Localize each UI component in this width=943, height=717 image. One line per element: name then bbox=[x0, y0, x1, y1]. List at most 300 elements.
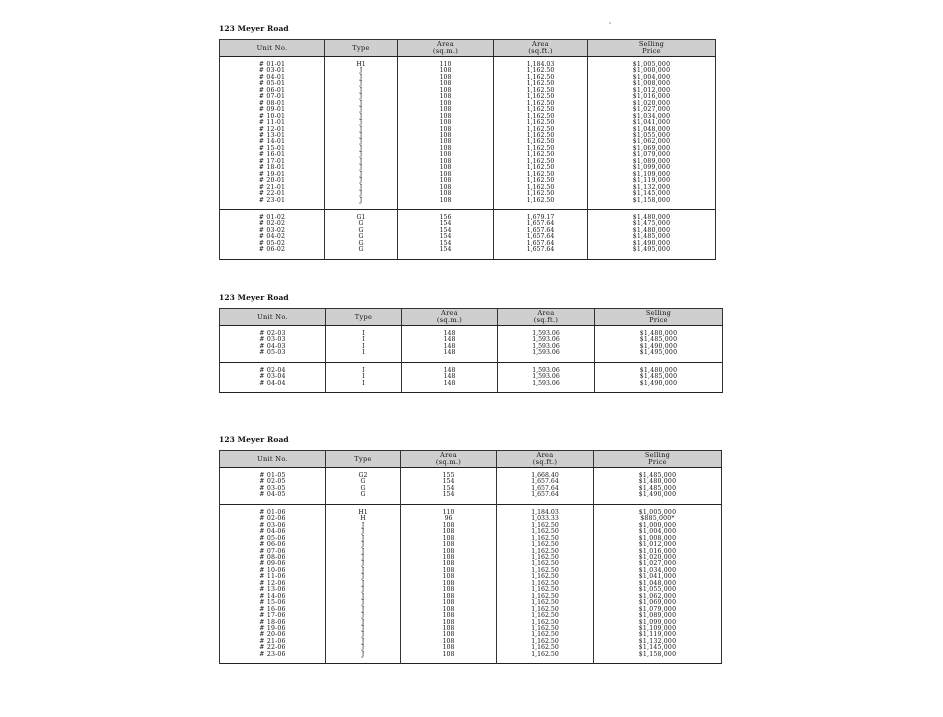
cell-price: $1,485,000 bbox=[594, 486, 722, 492]
cell-unit: # 02-03 bbox=[220, 331, 326, 337]
cell-area-sqft: 1,162.50 bbox=[497, 620, 594, 626]
cell-price: $1,480,000 bbox=[588, 228, 716, 234]
cell-unit: # 06-02 bbox=[220, 247, 325, 253]
cell-area-sqft: 1,679.17 bbox=[494, 215, 588, 221]
cell-type: I bbox=[326, 374, 402, 380]
cell-price: $1,062,000 bbox=[594, 594, 722, 600]
cell-type: J bbox=[325, 68, 398, 74]
cell-area-sqft: 1,162.50 bbox=[494, 152, 588, 158]
cell-area-sqm: 108 bbox=[398, 114, 494, 120]
cell-type: J bbox=[325, 114, 398, 120]
cell-area-sqm: 108 bbox=[401, 568, 497, 574]
cell-type: J bbox=[325, 127, 398, 133]
table-header-row bbox=[220, 451, 722, 468]
cell-unit: # 15-01 bbox=[220, 146, 325, 152]
cell-type: G bbox=[325, 228, 398, 234]
cell-area-sqm: 154 bbox=[398, 228, 494, 234]
cell-unit: # 13-06 bbox=[220, 587, 326, 593]
cell-unit: # 01-05 bbox=[220, 473, 326, 479]
cell-price: $1,485,000 bbox=[595, 374, 723, 380]
cell-price: $1,005,000 bbox=[594, 510, 722, 516]
cell-area-sqft: 1,593.06 bbox=[498, 374, 595, 380]
cell-price: $1,158,000 bbox=[588, 198, 716, 204]
cell-type: J bbox=[326, 600, 401, 606]
cell-price: $1,041,000 bbox=[594, 574, 722, 580]
cell-area-sqm: 108 bbox=[401, 581, 497, 587]
cell-type: J bbox=[325, 139, 398, 145]
header-area-sqft: Area (sq.ft.) bbox=[497, 451, 594, 468]
cell-area-sqft: 1,657.64 bbox=[497, 486, 594, 492]
cell-price: $1,089,000 bbox=[594, 613, 722, 619]
cell-type: I bbox=[326, 337, 402, 343]
cell-price: $1,132,000 bbox=[588, 185, 716, 191]
cell-area-sqft: 1,162.50 bbox=[494, 185, 588, 191]
cell-price: $1,132,000 bbox=[594, 639, 722, 645]
section-title-3: 123 Meyer Road bbox=[219, 435, 289, 444]
cell-price: $1,055,000 bbox=[588, 133, 716, 139]
cell-unit: # 07-01 bbox=[220, 94, 325, 100]
cell-area-sqft: 1,657.64 bbox=[494, 221, 588, 227]
cell-price: $1,048,000 bbox=[588, 127, 716, 133]
header-area-sqft: Area (sq.ft.) bbox=[494, 40, 588, 57]
cell-area-sqm: 108 bbox=[398, 139, 494, 145]
spacer-cell bbox=[220, 254, 325, 260]
header-area-sqm: Area (sq.m.) bbox=[398, 40, 494, 57]
cell-type: J bbox=[325, 178, 398, 184]
cell-area-sqm: 108 bbox=[401, 529, 497, 535]
cell-unit: # 01-01 bbox=[220, 62, 325, 68]
cell-price: $1,109,000 bbox=[588, 172, 716, 178]
cell-area-sqft: 1,162.50 bbox=[494, 107, 588, 113]
header-selling-price: Selling Price bbox=[595, 309, 723, 326]
cell-area-sqft: 1,593.06 bbox=[498, 344, 595, 350]
cell-type: H bbox=[326, 516, 401, 522]
cell-price: $1,490,000 bbox=[594, 492, 722, 498]
cell-area-sqm: 154 bbox=[401, 486, 497, 492]
cell-area-sqft: 1,162.50 bbox=[497, 581, 594, 587]
spacer-cell bbox=[325, 254, 398, 260]
cell-type: G2 bbox=[326, 473, 401, 479]
cell-price: $1,490,000 bbox=[595, 381, 723, 387]
cell-area-sqm: 108 bbox=[401, 542, 497, 548]
cell-area-sqm: 108 bbox=[401, 620, 497, 626]
cell-unit: # 04-01 bbox=[220, 75, 325, 81]
cell-area-sqft: 1,162.50 bbox=[494, 120, 588, 126]
cell-type: J bbox=[325, 120, 398, 126]
cell-area-sqm: 108 bbox=[401, 639, 497, 645]
cell-price: $1,027,000 bbox=[588, 107, 716, 113]
cell-price: $1,475,000 bbox=[588, 221, 716, 227]
cell-area-sqm: 96 bbox=[401, 516, 497, 522]
cell-unit: # 06-06 bbox=[220, 542, 326, 548]
cell-unit: # 23-01 bbox=[220, 198, 325, 204]
cell-type: G bbox=[325, 221, 398, 227]
cell-unit: # 03-04 bbox=[220, 374, 326, 380]
cell-price: $1,145,000 bbox=[588, 191, 716, 197]
cell-type: J bbox=[325, 88, 398, 94]
cell-area-sqm: 108 bbox=[401, 523, 497, 529]
cell-unit: # 02-04 bbox=[220, 368, 326, 374]
cell-unit: # 19-06 bbox=[220, 626, 326, 632]
cell-price: $1,069,000 bbox=[588, 146, 716, 152]
cell-type: J bbox=[325, 107, 398, 113]
cell-price: $1,490,000 bbox=[595, 344, 723, 350]
cell-area-sqft: 1,184.03 bbox=[497, 510, 594, 516]
group-spacer bbox=[220, 658, 722, 664]
group-spacer bbox=[220, 254, 716, 260]
cell-area-sqm: 108 bbox=[398, 159, 494, 165]
cell-area-sqft: 1,657.64 bbox=[497, 479, 594, 485]
cell-type: J bbox=[325, 75, 398, 81]
cell-area-sqm: 108 bbox=[398, 68, 494, 74]
cell-type: J bbox=[326, 626, 401, 632]
cell-area-sqft: 1,162.50 bbox=[494, 114, 588, 120]
cell-area-sqm: 108 bbox=[401, 555, 497, 561]
cell-area-sqft: 1,657.64 bbox=[494, 247, 588, 253]
cell-unit: # 02-06 bbox=[220, 516, 326, 522]
cell-type: J bbox=[326, 549, 401, 555]
cell-area-sqm: 108 bbox=[398, 146, 494, 152]
spacer-cell bbox=[398, 254, 494, 260]
cell-area-sqm: 108 bbox=[401, 613, 497, 619]
cell-unit: # 12-01 bbox=[220, 127, 325, 133]
spacer-cell bbox=[594, 658, 722, 664]
cell-area-sqm: 154 bbox=[398, 247, 494, 253]
header-type: Type bbox=[326, 451, 401, 468]
cell-area-sqm: 108 bbox=[398, 178, 494, 184]
cell-price: $1,158,000 bbox=[594, 652, 722, 658]
spacer-cell bbox=[595, 387, 723, 393]
cell-area-sqft: 1,162.50 bbox=[494, 88, 588, 94]
cell-price: $1,034,000 bbox=[594, 568, 722, 574]
cell-unit: # 04-05 bbox=[220, 492, 326, 498]
cell-area-sqm: 108 bbox=[401, 594, 497, 600]
cell-area-sqft: 1,593.06 bbox=[498, 350, 595, 356]
cell-area-sqm: 108 bbox=[398, 133, 494, 139]
cell-unit: # 21-06 bbox=[220, 639, 326, 645]
cell-area-sqft: 1,162.50 bbox=[497, 607, 594, 613]
cell-type: H1 bbox=[326, 510, 401, 516]
cell-price: $1,020,000 bbox=[594, 555, 722, 561]
header-unit-no: Unit No. bbox=[220, 309, 326, 326]
spacer-cell bbox=[220, 658, 326, 664]
cell-area-sqm: 156 bbox=[398, 215, 494, 221]
cell-area-sqm: 148 bbox=[402, 374, 498, 380]
cell-type: J bbox=[326, 574, 401, 580]
header-area-sqm: Area (sq.m.) bbox=[402, 309, 498, 326]
cell-area-sqft: 1,162.50 bbox=[494, 139, 588, 145]
spacer-cell bbox=[498, 387, 595, 393]
cell-price: $1,119,000 bbox=[594, 632, 722, 638]
cell-type: I bbox=[326, 368, 402, 374]
cell-price: $1,069,000 bbox=[594, 600, 722, 606]
cell-unit: # 03-06 bbox=[220, 523, 326, 529]
cell-type: G bbox=[325, 247, 398, 253]
cell-unit: # 09-01 bbox=[220, 107, 325, 113]
cell-area-sqm: 108 bbox=[398, 185, 494, 191]
cell-area-sqm: 108 bbox=[401, 607, 497, 613]
cell-unit: # 04-03 bbox=[220, 344, 326, 350]
cell-type: J bbox=[326, 581, 401, 587]
cell-area-sqft: 1,162.50 bbox=[494, 101, 588, 107]
cell-unit: # 23-06 bbox=[220, 652, 326, 658]
cell-area-sqm: 108 bbox=[398, 127, 494, 133]
spacer-cell bbox=[326, 387, 402, 393]
cell-area-sqft: 1,162.50 bbox=[497, 645, 594, 651]
price-table-1 bbox=[219, 39, 716, 260]
cell-type: G bbox=[326, 479, 401, 485]
cell-area-sqft: 1,162.50 bbox=[497, 523, 594, 529]
cell-unit: # 04-02 bbox=[220, 234, 325, 240]
cell-area-sqm: 108 bbox=[398, 152, 494, 158]
cell-area-sqm: 148 bbox=[402, 350, 498, 356]
spacer-cell bbox=[497, 658, 594, 664]
cell-unit: # 17-01 bbox=[220, 159, 325, 165]
cell-type: G bbox=[326, 492, 401, 498]
cell-area-sqm: 108 bbox=[401, 645, 497, 651]
cell-area-sqft: 1,162.50 bbox=[494, 159, 588, 165]
cell-area-sqft: 1,162.50 bbox=[497, 652, 594, 658]
cell-unit: # 05-03 bbox=[220, 350, 326, 356]
cell-price: $1,041,000 bbox=[588, 120, 716, 126]
cell-price: $1,020,000 bbox=[588, 101, 716, 107]
cell-type: J bbox=[326, 594, 401, 600]
cell-price: $1,000,000 bbox=[588, 68, 716, 74]
cell-area-sqm: 108 bbox=[401, 587, 497, 593]
header-area-sqm: Area (sq.m.) bbox=[401, 451, 497, 468]
cell-type: J bbox=[325, 133, 398, 139]
cell-unit: # 10-06 bbox=[220, 568, 326, 574]
cell-unit: # 09-06 bbox=[220, 561, 326, 567]
header-unit-no: Unit No. bbox=[220, 451, 326, 468]
cell-area-sqm: 148 bbox=[402, 331, 498, 337]
cell-area-sqft: 1,593.06 bbox=[498, 337, 595, 343]
cell-type: J bbox=[326, 632, 401, 638]
cell-area-sqft: 1,162.50 bbox=[494, 172, 588, 178]
group-spacer bbox=[220, 387, 723, 393]
cell-type: J bbox=[326, 587, 401, 593]
cell-type: G bbox=[325, 234, 398, 240]
cell-unit: # 02-02 bbox=[220, 221, 325, 227]
cell-type: H1 bbox=[325, 62, 398, 68]
cell-price: $1,485,000 bbox=[595, 337, 723, 343]
cell-area-sqft: 1,162.50 bbox=[497, 536, 594, 542]
cell-unit: # 15-06 bbox=[220, 600, 326, 606]
cell-area-sqm: 108 bbox=[398, 191, 494, 197]
cell-area-sqm: 154 bbox=[401, 479, 497, 485]
cell-area-sqft: 1,162.50 bbox=[497, 574, 594, 580]
cell-type: J bbox=[325, 101, 398, 107]
cell-price: $1,109,000 bbox=[594, 626, 722, 632]
cell-area-sqm: 155 bbox=[401, 473, 497, 479]
cell-area-sqm: 108 bbox=[398, 75, 494, 81]
header-area-sqft: Area (sq.ft.) bbox=[498, 309, 595, 326]
cell-type: J bbox=[326, 523, 401, 529]
cell-unit: # 10-01 bbox=[220, 114, 325, 120]
cell-area-sqft: 1,162.50 bbox=[497, 568, 594, 574]
cell-type: J bbox=[326, 555, 401, 561]
cell-area-sqm: 108 bbox=[401, 652, 497, 658]
cell-area-sqft: 1,162.50 bbox=[497, 555, 594, 561]
cell-area-sqm: 148 bbox=[402, 368, 498, 374]
cell-area-sqft: 1,657.64 bbox=[494, 241, 588, 247]
header-selling-price: Selling Price bbox=[588, 40, 716, 57]
cell-area-sqft: 1,162.50 bbox=[494, 146, 588, 152]
cell-area-sqft: 1,162.50 bbox=[494, 81, 588, 87]
cell-price: $1,008,000 bbox=[594, 536, 722, 542]
cell-area-sqft: 1,162.50 bbox=[497, 613, 594, 619]
cell-price: $1,004,000 bbox=[594, 529, 722, 535]
cell-area-sqft: 1,184.03 bbox=[494, 62, 588, 68]
cell-unit: # 11-01 bbox=[220, 120, 325, 126]
table-header-row bbox=[220, 40, 716, 57]
cell-price: $1,034,000 bbox=[588, 114, 716, 120]
scan-speck bbox=[609, 22, 611, 24]
table-header-row bbox=[220, 309, 723, 326]
cell-area-sqm: 154 bbox=[401, 492, 497, 498]
cell-type: J bbox=[326, 529, 401, 535]
table-body bbox=[220, 468, 722, 664]
cell-unit: # 18-06 bbox=[220, 620, 326, 626]
cell-type: J bbox=[326, 607, 401, 613]
cell-unit: # 20-06 bbox=[220, 632, 326, 638]
cell-area-sqm: 108 bbox=[398, 165, 494, 171]
cell-unit: # 01-06 bbox=[220, 510, 326, 516]
cell-type: J bbox=[325, 81, 398, 87]
table-body bbox=[220, 57, 716, 260]
cell-type: J bbox=[326, 645, 401, 651]
cell-unit: # 03-03 bbox=[220, 337, 326, 343]
cell-price: $1,490,000 bbox=[588, 241, 716, 247]
cell-area-sqm: 108 bbox=[398, 88, 494, 94]
spacer-cell bbox=[402, 387, 498, 393]
cell-area-sqm: 148 bbox=[402, 381, 498, 387]
cell-type: J bbox=[325, 94, 398, 100]
cell-unit: # 12-06 bbox=[220, 581, 326, 587]
cell-area-sqft: 1,162.50 bbox=[497, 594, 594, 600]
header-selling-price: Selling Price bbox=[594, 451, 722, 468]
cell-area-sqft: 1,162.50 bbox=[494, 133, 588, 139]
cell-area-sqm: 108 bbox=[398, 101, 494, 107]
cell-type: J bbox=[325, 159, 398, 165]
cell-area-sqm: 110 bbox=[401, 510, 497, 516]
cell-unit: # 03-01 bbox=[220, 68, 325, 74]
header-unit-no: Unit No. bbox=[220, 40, 325, 57]
cell-area-sqft: 1,657.64 bbox=[497, 492, 594, 498]
cell-unit: # 08-06 bbox=[220, 555, 326, 561]
cell-price: $1,016,000 bbox=[588, 94, 716, 100]
spacer-cell bbox=[220, 387, 326, 393]
cell-unit: # 22-06 bbox=[220, 645, 326, 651]
spacer-cell bbox=[494, 254, 588, 260]
cell-price: $1,485,000 bbox=[594, 473, 722, 479]
table-body bbox=[220, 326, 723, 393]
cell-type: G1 bbox=[325, 215, 398, 221]
cell-type: J bbox=[325, 172, 398, 178]
cell-area-sqm: 108 bbox=[401, 574, 497, 580]
cell-type: J bbox=[325, 198, 398, 204]
cell-area-sqft: 1,162.50 bbox=[497, 639, 594, 645]
cell-area-sqm: 108 bbox=[401, 626, 497, 632]
cell-unit: # 21-01 bbox=[220, 185, 325, 191]
cell-type: I bbox=[326, 381, 402, 387]
cell-unit: # 14-01 bbox=[220, 139, 325, 145]
cell-unit: # 02-05 bbox=[220, 479, 326, 485]
cell-type: J bbox=[326, 639, 401, 645]
cell-unit: # 03-02 bbox=[220, 228, 325, 234]
cell-type: I bbox=[326, 331, 402, 337]
cell-area-sqm: 110 bbox=[398, 62, 494, 68]
cell-type: J bbox=[326, 613, 401, 619]
cell-area-sqm: 148 bbox=[402, 344, 498, 350]
cell-unit: # 11-06 bbox=[220, 574, 326, 580]
cell-area-sqm: 108 bbox=[401, 600, 497, 606]
cell-area-sqft: 1,162.50 bbox=[497, 529, 594, 535]
cell-area-sqm: 108 bbox=[401, 536, 497, 542]
cell-unit: # 22-01 bbox=[220, 191, 325, 197]
cell-unit: # 04-06 bbox=[220, 529, 326, 535]
cell-price: $1,062,000 bbox=[588, 139, 716, 145]
cell-unit: # 05-01 bbox=[220, 81, 325, 87]
cell-area-sqft: 1,593.06 bbox=[498, 368, 595, 374]
cell-area-sqft: 1,668.40 bbox=[497, 473, 594, 479]
cell-unit: # 20-01 bbox=[220, 178, 325, 184]
spacer-cell bbox=[401, 658, 497, 664]
cell-price: $1,099,000 bbox=[588, 165, 716, 171]
cell-area-sqm: 108 bbox=[401, 561, 497, 567]
cell-type: J bbox=[326, 561, 401, 567]
cell-unit: # 16-06 bbox=[220, 607, 326, 613]
cell-price: $1,027,000 bbox=[594, 561, 722, 567]
cell-area-sqm: 108 bbox=[398, 172, 494, 178]
cell-type: J bbox=[326, 568, 401, 574]
cell-type: J bbox=[325, 165, 398, 171]
cell-price: $1,480,000 bbox=[588, 215, 716, 221]
cell-area-sqft: 1,162.50 bbox=[497, 549, 594, 555]
cell-unit: # 18-01 bbox=[220, 165, 325, 171]
cell-price: $1,016,000 bbox=[594, 549, 722, 555]
cell-price: $885,000* bbox=[594, 516, 722, 522]
cell-area-sqft: 1,162.50 bbox=[494, 191, 588, 197]
cell-type: G bbox=[326, 486, 401, 492]
price-table-2 bbox=[219, 308, 723, 393]
cell-area-sqft: 1,033.33 bbox=[497, 516, 594, 522]
cell-type: J bbox=[325, 191, 398, 197]
cell-price: $1,048,000 bbox=[594, 581, 722, 587]
cell-price: $1,079,000 bbox=[594, 607, 722, 613]
cell-price: $1,145,000 bbox=[594, 645, 722, 651]
cell-price: $1,000,000 bbox=[594, 523, 722, 529]
cell-area-sqm: 148 bbox=[402, 337, 498, 343]
cell-price: $1,055,000 bbox=[594, 587, 722, 593]
cell-unit: # 08-01 bbox=[220, 101, 325, 107]
cell-area-sqm: 108 bbox=[401, 632, 497, 638]
cell-area-sqft: 1,162.50 bbox=[494, 127, 588, 133]
header-type: Type bbox=[326, 309, 402, 326]
cell-unit: # 16-01 bbox=[220, 152, 325, 158]
cell-unit: # 01-02 bbox=[220, 215, 325, 221]
cell-type: J bbox=[325, 152, 398, 158]
cell-price: $1,480,000 bbox=[594, 479, 722, 485]
cell-price: $1,004,000 bbox=[588, 75, 716, 81]
cell-price: $1,079,000 bbox=[588, 152, 716, 158]
cell-unit: # 03-05 bbox=[220, 486, 326, 492]
cell-area-sqft: 1,162.50 bbox=[497, 542, 594, 548]
cell-price: $1,089,000 bbox=[588, 159, 716, 165]
cell-unit: # 05-06 bbox=[220, 536, 326, 542]
cell-price: $1,012,000 bbox=[594, 542, 722, 548]
cell-price: $1,495,000 bbox=[588, 247, 716, 253]
